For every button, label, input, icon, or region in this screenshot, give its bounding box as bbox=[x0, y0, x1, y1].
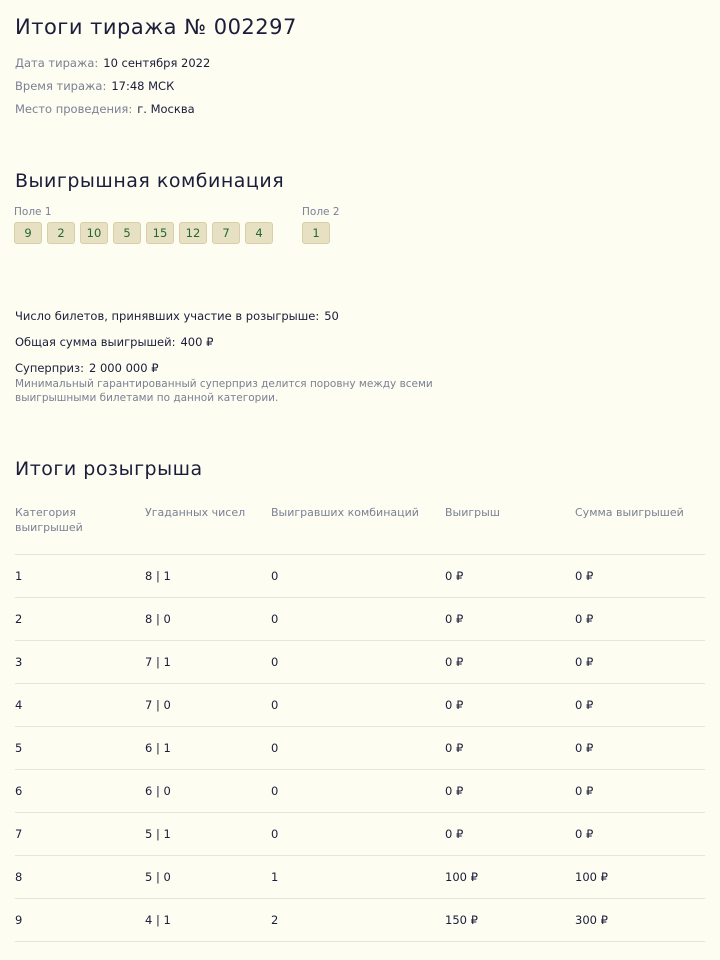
column-header-prize: Выигрыш bbox=[445, 506, 500, 519]
field-2-number-ball: 1 bbox=[302, 222, 330, 244]
cell-winning-combinations: 0 bbox=[271, 698, 279, 712]
table-row bbox=[15, 899, 705, 942]
field-2 bbox=[302, 206, 340, 244]
cell-total-prize: 300 ₽ bbox=[575, 913, 608, 927]
cell-category: 7 bbox=[15, 827, 23, 841]
draw-place-row bbox=[15, 102, 195, 116]
table-row bbox=[15, 727, 705, 770]
cell-prize: 0 ₽ bbox=[445, 741, 464, 755]
page-title: Итоги тиража № 002297 bbox=[15, 15, 297, 39]
cell-category: 2 bbox=[15, 612, 23, 626]
cell-total-prize: 0 ₽ bbox=[575, 784, 594, 798]
cell-prize: 0 ₽ bbox=[445, 827, 464, 841]
cell-matched: 5 | 0 bbox=[145, 870, 171, 884]
total-winnings-value: 400 ₽ bbox=[180, 335, 214, 349]
table-row bbox=[15, 684, 705, 727]
tickets-count-label: Число билетов, принявших участие в розыгрыше: bbox=[15, 309, 320, 323]
cell-winning-combinations: 2 bbox=[271, 913, 279, 927]
draw-date-row bbox=[15, 56, 210, 70]
table-row bbox=[15, 856, 705, 899]
cell-category: 8 bbox=[15, 870, 23, 884]
draw-place-value: г. Москва bbox=[137, 102, 195, 116]
superprize-value: 2 000 000 ₽ bbox=[89, 361, 159, 375]
cell-prize: 100 ₽ bbox=[445, 870, 478, 884]
field-1-number-ball: 4 bbox=[245, 222, 273, 244]
draw-time-value: 17:48 МСК bbox=[111, 79, 175, 93]
cell-winning-combinations: 1 bbox=[271, 870, 279, 884]
cell-matched: 7 | 0 bbox=[145, 698, 171, 712]
cell-total-prize: 0 ₽ bbox=[575, 569, 594, 583]
field-1-number-ball: 2 bbox=[47, 222, 75, 244]
field-1-number-ball: 7 bbox=[212, 222, 240, 244]
cell-prize: 150 ₽ bbox=[445, 913, 478, 927]
field-1 bbox=[14, 206, 273, 244]
cell-total-prize: 0 ₽ bbox=[575, 741, 594, 755]
draw-date-value: 10 сентября 2022 bbox=[103, 56, 211, 70]
cell-total-prize: 0 ₽ bbox=[575, 612, 594, 626]
field-2-numbers bbox=[302, 222, 340, 244]
cell-prize: 0 ₽ bbox=[445, 569, 464, 583]
cell-total-prize: 0 ₽ bbox=[575, 655, 594, 669]
cell-winning-combinations: 0 bbox=[271, 741, 279, 755]
cell-total-prize: 100 ₽ bbox=[575, 870, 608, 884]
cell-prize: 0 ₽ bbox=[445, 784, 464, 798]
cell-category: 3 bbox=[15, 655, 23, 669]
cell-category: 1 bbox=[15, 569, 23, 583]
cell-matched: 6 | 1 bbox=[145, 741, 171, 755]
column-header-matched: Угаданных чисел bbox=[145, 506, 246, 519]
column-header-total-prize: Сумма выигрышей bbox=[575, 506, 684, 519]
cell-category: 5 bbox=[15, 741, 23, 755]
cell-matched: 6 | 0 bbox=[145, 784, 171, 798]
cell-category: 9 bbox=[15, 913, 23, 927]
cell-winning-combinations: 0 bbox=[271, 612, 279, 626]
field-1-number-ball: 15 bbox=[146, 222, 174, 244]
total-winnings-row bbox=[15, 335, 213, 349]
field-1-label: Поле 1 bbox=[14, 206, 52, 218]
cell-matched: 4 | 1 bbox=[145, 913, 171, 927]
table-row bbox=[15, 641, 705, 684]
cell-prize: 0 ₽ bbox=[445, 655, 464, 669]
draw-place-label: Место проведения: bbox=[15, 102, 133, 116]
draw-date-label: Дата тиража: bbox=[15, 56, 99, 70]
results-table-header bbox=[15, 505, 705, 555]
cell-matched: 8 | 0 bbox=[145, 612, 171, 626]
cell-matched: 7 | 1 bbox=[145, 655, 171, 669]
superprize-row bbox=[15, 361, 159, 375]
field-1-number-ball: 10 bbox=[80, 222, 108, 244]
cell-category: 6 bbox=[15, 784, 23, 798]
combination-title: Выигрышная комбинация bbox=[15, 170, 285, 192]
cell-winning-combinations: 0 bbox=[271, 655, 279, 669]
results-title: Итоги розыгрыша bbox=[15, 458, 203, 480]
cell-prize: 0 ₽ bbox=[445, 698, 464, 712]
field-1-number-ball: 5 bbox=[113, 222, 141, 244]
draw-time-label: Время тиража: bbox=[15, 79, 107, 93]
cell-total-prize: 0 ₽ bbox=[575, 698, 594, 712]
field-1-numbers bbox=[14, 222, 273, 244]
superprize-label: Суперприз: bbox=[15, 361, 85, 375]
field-2-label: Поле 2 bbox=[302, 206, 340, 218]
table-row bbox=[15, 598, 705, 641]
results-table-body bbox=[15, 555, 705, 942]
table-row bbox=[15, 555, 705, 598]
table-row bbox=[15, 813, 705, 856]
results-table bbox=[15, 505, 705, 942]
cell-winning-combinations: 0 bbox=[271, 784, 279, 798]
cell-total-prize: 0 ₽ bbox=[575, 827, 594, 841]
column-header-winning-combinations: Выигравших комбинаций bbox=[271, 506, 419, 519]
cell-winning-combinations: 0 bbox=[271, 569, 279, 583]
cell-matched: 8 | 1 bbox=[145, 569, 171, 583]
cell-prize: 0 ₽ bbox=[445, 612, 464, 626]
superprize-note: Минимальный гарантированный суперприз делится поровну между всеми выигрышными билетами по данной категории. bbox=[15, 378, 433, 404]
table-row bbox=[15, 770, 705, 813]
column-header-category: Категория выигрышей bbox=[15, 506, 83, 534]
field-1-number-ball: 12 bbox=[179, 222, 207, 244]
cell-category: 4 bbox=[15, 698, 23, 712]
field-1-number-ball: 9 bbox=[14, 222, 42, 244]
total-winnings-label: Общая сумма выигрышей: bbox=[15, 335, 176, 349]
cell-winning-combinations: 0 bbox=[271, 827, 279, 841]
draw-time-row bbox=[15, 79, 174, 93]
cell-matched: 5 | 1 bbox=[145, 827, 171, 841]
tickets-count-row bbox=[15, 309, 339, 323]
tickets-count-value: 50 bbox=[324, 309, 339, 323]
